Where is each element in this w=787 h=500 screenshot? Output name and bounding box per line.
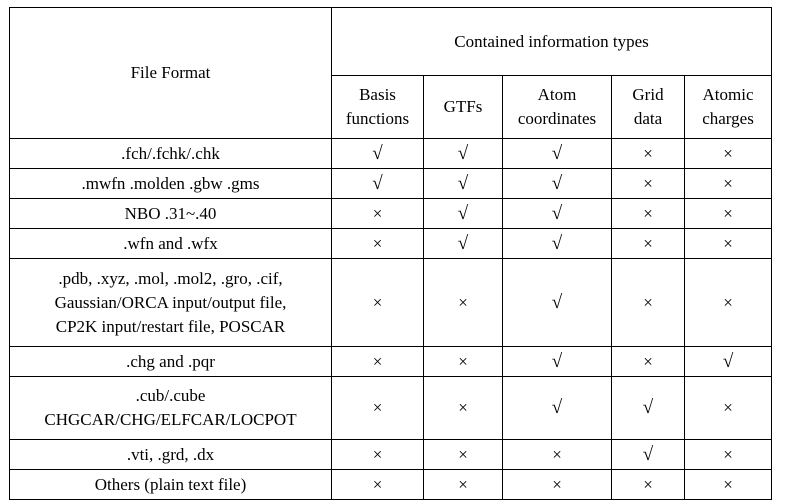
file-format-line: .mwfn .molden .gbw .gms [81,173,260,193]
table-row [10,229,772,259]
info-types-header: Contained information types [332,8,772,76]
file-format-cell [10,199,332,229]
check-mark-basis-functions: √ [332,169,424,199]
table-row [10,199,772,229]
check-mark-gtfs: √ [424,229,503,259]
cross-mark-atomic-charges: × [685,377,772,440]
file-format-cell [10,470,332,500]
file-format-line: .chg and .pqr [126,351,215,371]
cross-mark-atomic-charges: × [685,139,772,169]
file-format-cell [10,139,332,169]
file-format-header: File Format [10,8,332,139]
cross-mark-gtfs: × [424,470,503,500]
file-format-line: .vti, .grd, .dx [126,444,215,464]
check-mark-atom-coordinates: √ [503,199,612,229]
cross-mark-grid-data: × [612,259,685,347]
check-mark-basis-functions: √ [332,139,424,169]
table-row [10,440,772,470]
table-row [10,347,772,377]
file-format-line: CHGCAR/CHG/ELFCAR/LOCPOT [44,410,297,429]
file-format-table [9,7,772,500]
file-format-cell [10,229,332,259]
cross-mark-grid-data: × [612,169,685,199]
table-row [10,470,772,500]
cross-mark-basis-functions: × [332,347,424,377]
file-format-cell [10,377,332,440]
cross-mark-basis-functions: × [332,440,424,470]
cross-mark-basis-functions: × [332,259,424,347]
col-header-basis-functions: Basis functions [332,76,424,139]
file-format-cell [10,169,332,199]
cross-mark-atomic-charges: × [685,229,772,259]
file-format-line: Others (plain text file) [94,474,247,494]
file-format-line: .pdb, .xyz, .mol, .mol2, .gro, .cif, [58,268,283,288]
cross-mark-grid-data: × [612,347,685,377]
cross-mark-gtfs: × [424,347,503,377]
check-mark-gtfs: √ [424,169,503,199]
cross-mark-atomic-charges: × [685,259,772,347]
file-format-line: .fch/.fchk/.chk [121,143,220,163]
check-mark-atom-coordinates: √ [503,377,612,440]
cross-mark-gtfs: × [424,440,503,470]
file-format-cell [10,440,332,470]
file-format-line: .cub/.cube [135,386,206,405]
check-mark-atomic-charges: √ [685,347,772,377]
cross-mark-atom-coordinates: × [503,470,612,500]
check-mark-gtfs: √ [424,199,503,229]
col-header-gtfs: GTFs [424,76,503,139]
check-mark-atom-coordinates: √ [503,169,612,199]
file-format-cell [10,347,332,377]
file-format-line: .wfn and .wfx [123,233,218,253]
check-mark-grid-data: √ [612,440,685,470]
cross-mark-basis-functions: × [332,470,424,500]
check-mark-atom-coordinates: √ [503,259,612,347]
table-row [10,139,772,169]
cross-mark-atom-coordinates: × [503,440,612,470]
check-mark-atom-coordinates: √ [503,347,612,377]
file-format-line: Gaussian/ORCA input/output file, [54,292,287,312]
cross-mark-atomic-charges: × [685,470,772,500]
cross-mark-grid-data: × [612,199,685,229]
cross-mark-basis-functions: × [332,199,424,229]
cross-mark-grid-data: × [612,139,685,169]
col-header-atom-coordinates: Atom coordinates [503,76,612,139]
col-header-grid-data: Grid data [612,76,685,139]
file-format-cell [10,259,332,347]
check-mark-grid-data: √ [612,377,685,440]
file-format-line: CP2K input/restart file, POSCAR [55,316,286,336]
table-row [10,169,772,199]
col-header-atomic-charges: Atomic charges [685,76,772,139]
table-row [10,259,772,347]
check-mark-gtfs: √ [424,139,503,169]
cross-mark-gtfs: × [424,259,503,347]
cross-mark-atomic-charges: × [685,199,772,229]
table-row [10,377,772,440]
cross-mark-atomic-charges: × [685,440,772,470]
file-format-line: NBO .31~.40 [124,203,217,223]
cross-mark-gtfs: × [424,377,503,440]
cross-mark-grid-data: × [612,229,685,259]
cross-mark-grid-data: × [612,470,685,500]
check-mark-atom-coordinates: √ [503,139,612,169]
check-mark-atom-coordinates: √ [503,229,612,259]
cross-mark-atomic-charges: × [685,169,772,199]
cross-mark-basis-functions: × [332,229,424,259]
cross-mark-basis-functions: × [332,377,424,440]
